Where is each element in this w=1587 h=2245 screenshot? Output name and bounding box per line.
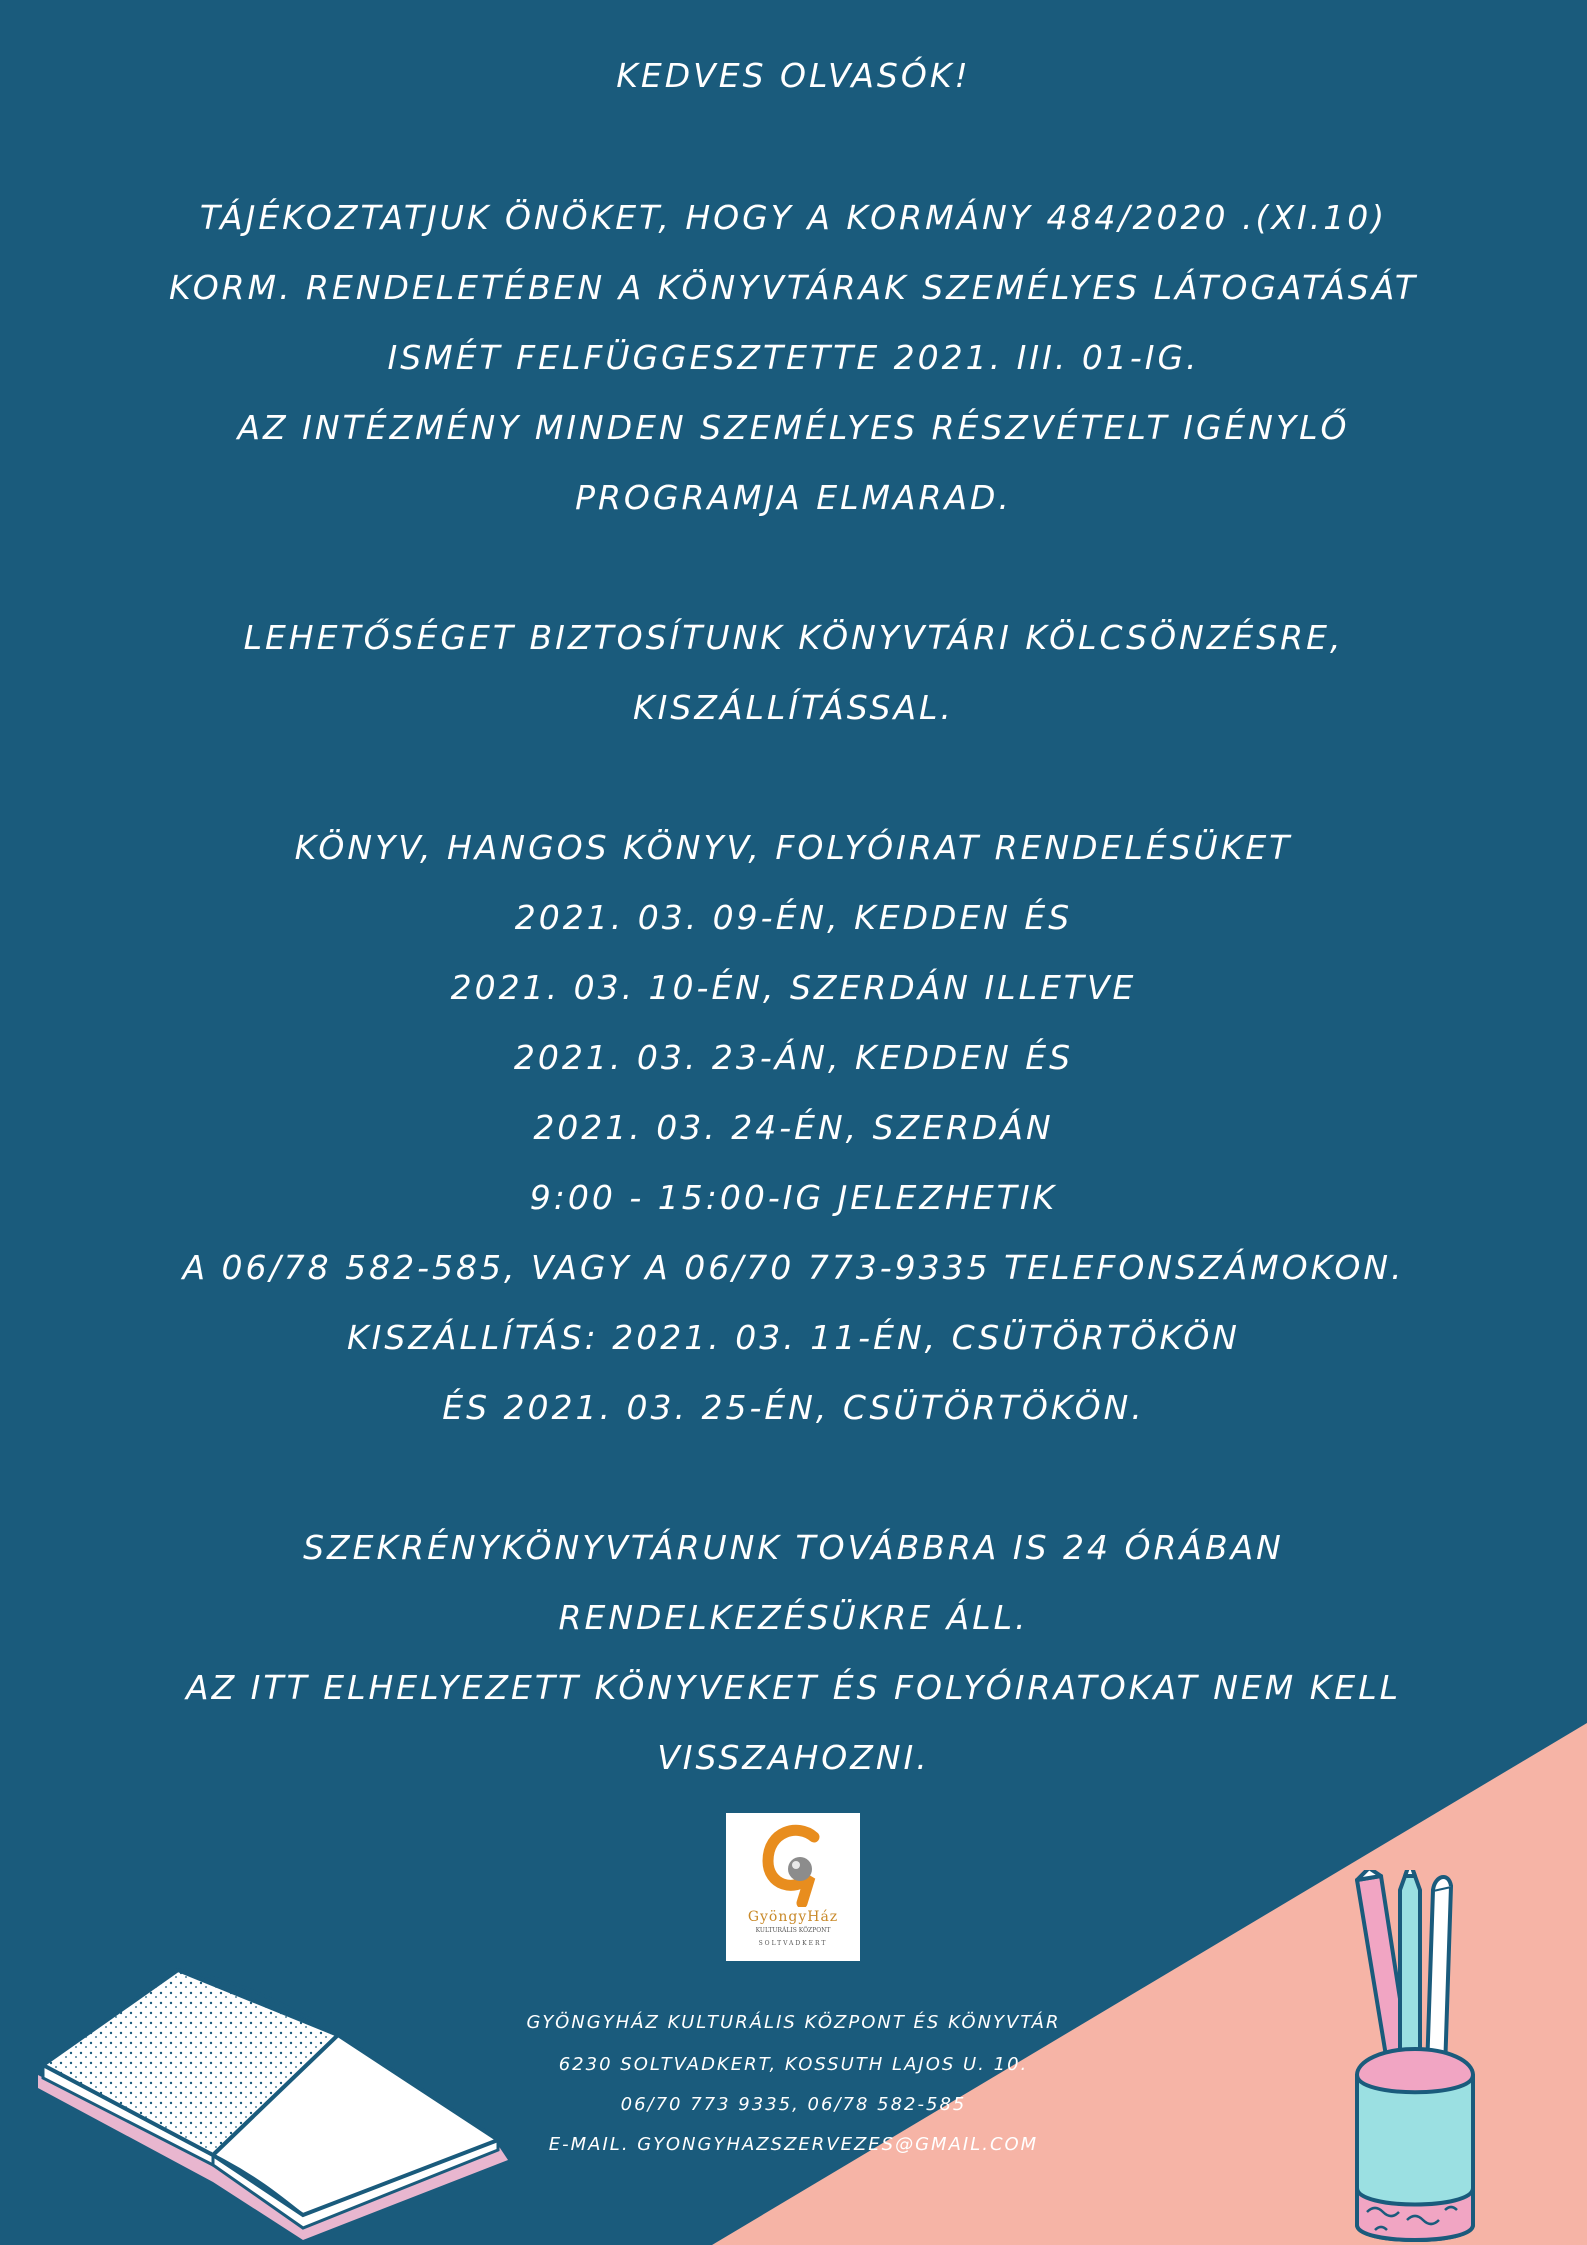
delivery-line: ÉS 2021. 03. 25-ÉN, CSÜTÖRTÖKÖN. bbox=[442, 1388, 1145, 1427]
order-hours-line: 9:00 - 15:00-IG JELEZHETIK bbox=[529, 1178, 1058, 1217]
gyongyhaz-logo bbox=[726, 1813, 860, 1961]
footer-phones: 06/70 773 9335, 06/78 582-585 bbox=[620, 2094, 967, 2115]
order-date-line: 2021. 03. 23-ÁN, KEDDEN ÉS bbox=[513, 1038, 1074, 1077]
footer-email: E-MAIL. GYONGYHAZSZERVEZES@GMAIL.COM bbox=[548, 2134, 1039, 2155]
cabinet-line: VISSZAHOZNI. bbox=[657, 1738, 930, 1777]
greeting: KEDVES OLVASÓK! bbox=[616, 56, 971, 95]
delivery-line: KISZÁLLÍTÁS: 2021. 03. 11-ÉN, CSÜTÖRTÖKÖN bbox=[347, 1318, 1240, 1357]
logo-g-icon bbox=[758, 1823, 828, 1907]
logo-name: GyöngyHáz bbox=[747, 1909, 839, 1925]
footer-institution: GYÖNGYHÁZ KULTURÁLIS KÖZPONT ÉS KÖNYVTÁR bbox=[526, 2012, 1061, 2033]
cabinet-line: RENDELKEZÉSÜKRE ÁLL. bbox=[558, 1598, 1029, 1637]
logo-subtitle: KULTURÁLIS KÖZPONT bbox=[755, 1927, 831, 1934]
lending-line: KISZÁLLÍTÁSSAL. bbox=[633, 688, 954, 727]
phone-line: A 06/78 582-585, VAGY A 06/70 773-9335 TELEFONSZÁMOKON. bbox=[182, 1248, 1405, 1287]
announcement-line: KORM. RENDELETÉBEN A KÖNYVTÁRAK SZEMÉLYES LÁTOGATÁSÁT bbox=[168, 268, 1419, 307]
order-line: KÖNYV, HANGOS KÖNYV, FOLYÓIRAT RENDELÉSÜKET bbox=[294, 828, 1293, 867]
order-date-line: 2021. 03. 24-ÉN, SZERDÁN bbox=[533, 1108, 1054, 1147]
cabinet-line: SZEKRÉNYKÖNYVTÁRUNK TOVÁBBRA IS 24 ÓRÁBAN bbox=[303, 1528, 1284, 1567]
announcement-line: AZ INTÉZMÉNY MINDEN SZEMÉLYES RÉSZVÉTELT IGÉNYLŐ bbox=[237, 408, 1350, 447]
pencil-cup-icon bbox=[1345, 1870, 1485, 2245]
cabinet-line: AZ ITT ELHELYEZETT KÖNYVEKET ÉS FOLYÓIRATOKAT NEM KELL bbox=[186, 1668, 1401, 1707]
footer-address: 6230 SOLTVADKERT, KOSSUTH LAJOS U. 10. bbox=[558, 2054, 1029, 2075]
logo-city: SOLTVADKERT bbox=[758, 1940, 828, 1947]
open-book-icon bbox=[38, 1960, 508, 2245]
announcement-line: PROGRAMJA ELMARAD. bbox=[575, 478, 1012, 517]
announcement-line: ISMÉT FELFÜGGESZTETTE 2021. III. 01-IG. bbox=[387, 338, 1200, 377]
order-date-line: 2021. 03. 10-ÉN, SZERDÁN ILLETVE bbox=[450, 968, 1137, 1007]
announcement-line: TÁJÉKOZTATJUK ÖNÖKET, HOGY A KORMÁNY 484/2020 .(XI.10) bbox=[199, 198, 1388, 237]
order-date-line: 2021. 03. 09-ÉN, KEDDEN ÉS bbox=[514, 898, 1073, 937]
lending-line: LEHETŐSÉGET BIZTOSÍTUNK KÖNYVTÁRI KÖLCSÖNZÉSRE, bbox=[243, 618, 1344, 657]
